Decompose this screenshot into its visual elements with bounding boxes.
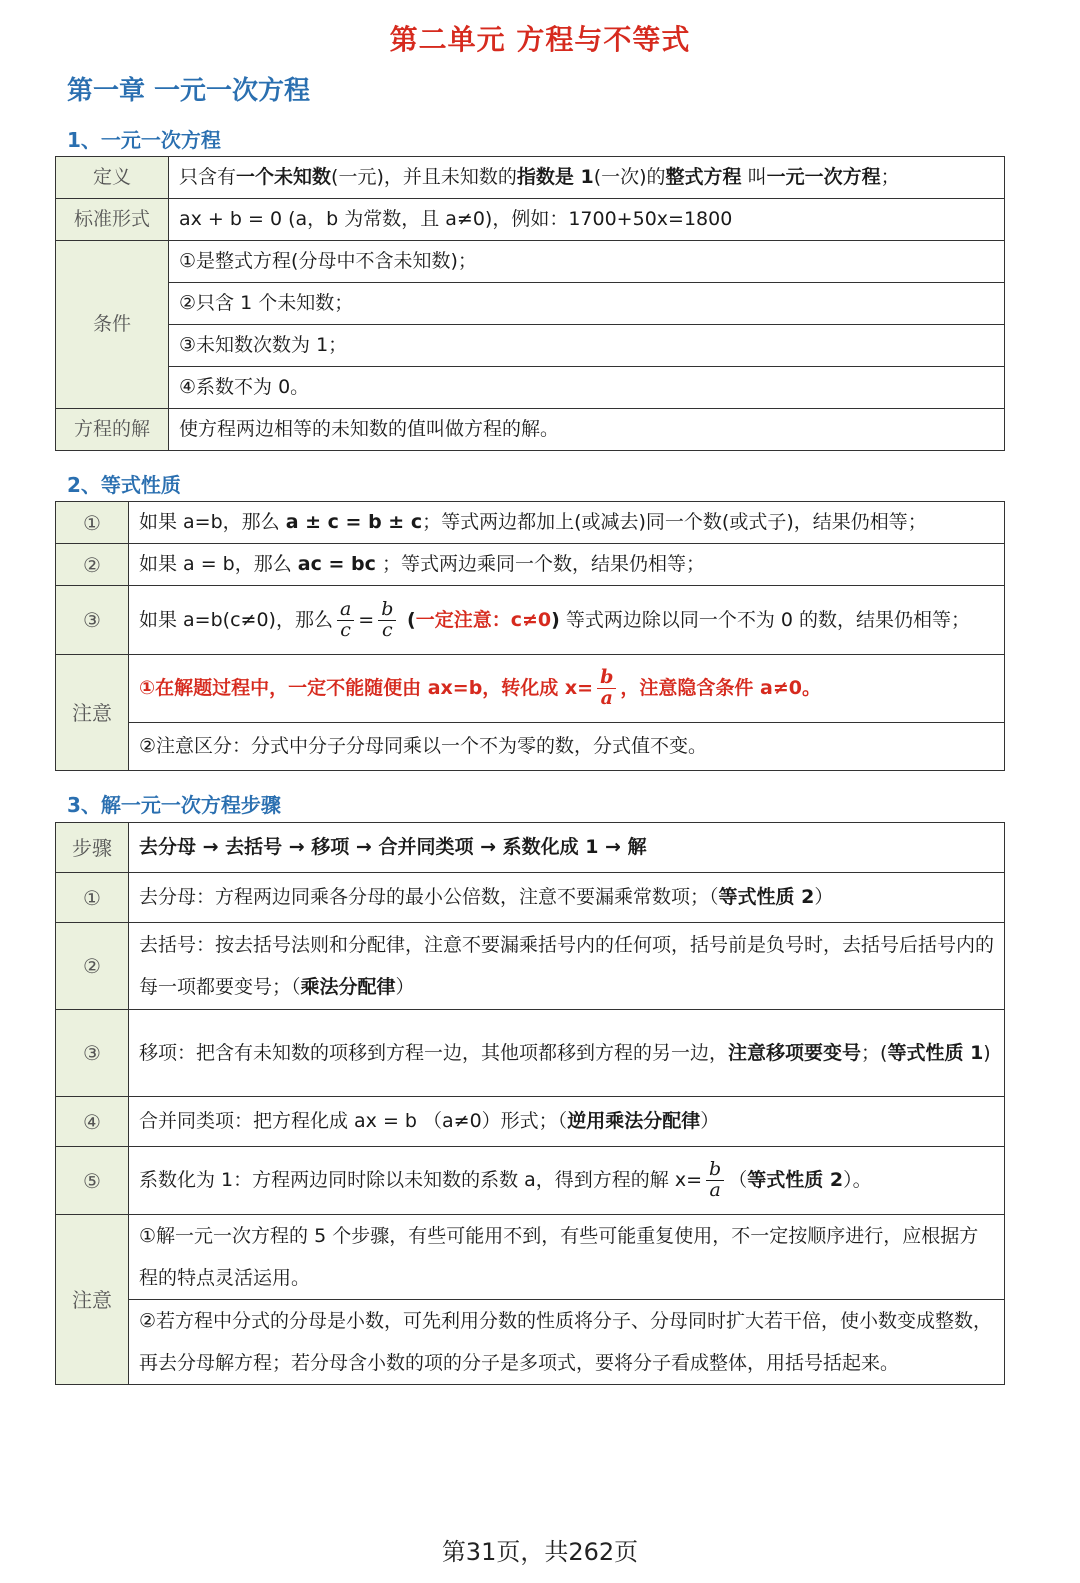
- step-text: 移项：把含有未知数的项移到方程一边，其他项都移到方程的另一边，注意移项要变号；(等式性质 1): [129, 1010, 1005, 1097]
- table-row: [56, 1300, 1005, 1385]
- table-row: [56, 723, 1005, 771]
- table-row: [56, 823, 1005, 873]
- section-title-1: 1、一元一次方程: [67, 128, 221, 152]
- note-text: ②若方程中分式的分母是小数，可先利用分数的性质将分子、分母同时扩大若干倍，使小数变成整数，再去分母解方程；若分母含小数的项的分子是多项式，要将分子看成整体，用括号括起来。: [129, 1300, 1005, 1385]
- row-number: ③: [56, 586, 129, 655]
- unit-title: 第二单元 方程与不等式: [389, 23, 691, 56]
- fraction: $\frac{a}{c}$: [337, 600, 354, 641]
- condition-item: ③未知数次数为 1；: [169, 325, 1005, 367]
- steps-text: 去分母 → 去括号 → 移项 → 合并同类项 → 系数化成 1 → 解: [129, 823, 1005, 873]
- definition-table: [55, 156, 1005, 451]
- row-label: 注意: [56, 1215, 129, 1385]
- note-text: ①解一元一次方程的 5 个步骤，有些可能用不到，有些可能重复使用，不一定按顺序进行，应根据方程的特点灵活运用。: [129, 1215, 1005, 1300]
- step-text: 系数化为 1：方程两边同时除以未知数的系数 a，得到方程的解 x= $\frac{b}{a}$ （等式性质 2）。: [129, 1147, 1005, 1215]
- row-number: ①: [56, 873, 129, 923]
- page-footer: 第31页，共262页: [441, 1538, 639, 1566]
- condition-item: ②只含 1 个未知数；: [169, 283, 1005, 325]
- row-number: ⑤: [56, 1147, 129, 1215]
- row-label: 标准形式: [56, 199, 169, 241]
- table-row: [56, 409, 1005, 451]
- condition-item: ①是整式方程(分母中不含未知数)；: [169, 241, 1005, 283]
- table-row: [56, 1215, 1005, 1300]
- definition-text: 只含有一个未知数(一元)，并且未知数的指数是 1(一次)的整式方程 叫一元一次方程；: [169, 157, 1005, 199]
- solution-text: 使方程两边相等的未知数的值叫做方程的解。: [169, 409, 1005, 451]
- table-row: [56, 157, 1005, 199]
- step-text: 去括号：按去括号法则和分配律，注意不要漏乘括号内的任何项，括号前是负号时，去括号后括号内的每一项都要变号；（乘法分配律）: [129, 923, 1005, 1010]
- table-row: [56, 544, 1005, 586]
- step-text: 合并同类项：把方程化成 ax = b （a≠0）形式；（逆用乘法分配律）: [129, 1097, 1005, 1147]
- table-row: [56, 283, 1005, 325]
- property-text: 如果 a=b(c≠0)，那么 $\frac{a}{c}$ = $\frac{b}{c}$ (一定注意：c≠0) 等式两边除以同一个不为 0 的数，结果仍相等；: [129, 586, 1005, 655]
- table-row: [56, 1010, 1005, 1097]
- row-label: 步骤: [56, 823, 129, 873]
- table-row: [56, 655, 1005, 723]
- fraction: $\frac{b}{a}$: [597, 668, 616, 709]
- table-row: [56, 241, 1005, 283]
- row-label: 注意: [56, 655, 129, 771]
- table-row: [56, 1147, 1005, 1215]
- property-text: 如果 a=b，那么 a ± c = b ± c；等式两边都加上(或减去)同一个数(或式子)，结果仍相等；: [129, 502, 1005, 544]
- step-text: 去分母：方程两边同乘各分母的最小公倍数，注意不要漏乘常数项；（等式性质 2）: [129, 873, 1005, 923]
- row-number: ①: [56, 502, 129, 544]
- row-number: ②: [56, 923, 129, 1010]
- table-row: [56, 923, 1005, 1010]
- fraction: $\frac{b}{c}$: [378, 600, 396, 641]
- table-row: [56, 873, 1005, 923]
- row-number: ②: [56, 544, 129, 586]
- row-label: 方程的解: [56, 409, 169, 451]
- fraction: $\frac{b}{a}$: [706, 1160, 724, 1201]
- row-label: 定义: [56, 157, 169, 199]
- row-label: 条件: [56, 241, 169, 409]
- chapter-title: 第一章 一元一次方程: [67, 76, 311, 106]
- table-row: [56, 367, 1005, 409]
- equality-properties-table: [55, 501, 1005, 771]
- row-number: ③: [56, 1010, 129, 1097]
- solving-steps-table: [55, 822, 1005, 1385]
- table-row: [56, 586, 1005, 655]
- row-number: ④: [56, 1097, 129, 1147]
- section-title-3: 3、解一元一次方程步骤: [67, 793, 281, 817]
- standard-form-text: ax + b = 0 (a，b 为常数，且 a≠0)，例如：1700+50x=1800: [169, 199, 1005, 241]
- table-row: [56, 199, 1005, 241]
- note-text: ②注意区分：分式中分子分母同乘以一个不为零的数，分式值不变。: [129, 723, 1005, 771]
- condition-item: ④系数不为 0。: [169, 367, 1005, 409]
- table-row: [56, 1097, 1005, 1147]
- note-text: ①在解题过程中，一定不能随便由 ax=b，转化成 x= $\frac{b}{a}$ ，注意隐含条件 a≠0。: [129, 655, 1005, 723]
- section-title-2: 2、等式性质: [67, 473, 181, 497]
- table-row: [56, 502, 1005, 544]
- table-row: [56, 325, 1005, 367]
- property-text: 如果 a = b，那么 ac = bc ；等式两边乘同一个数，结果仍相等；: [129, 544, 1005, 586]
